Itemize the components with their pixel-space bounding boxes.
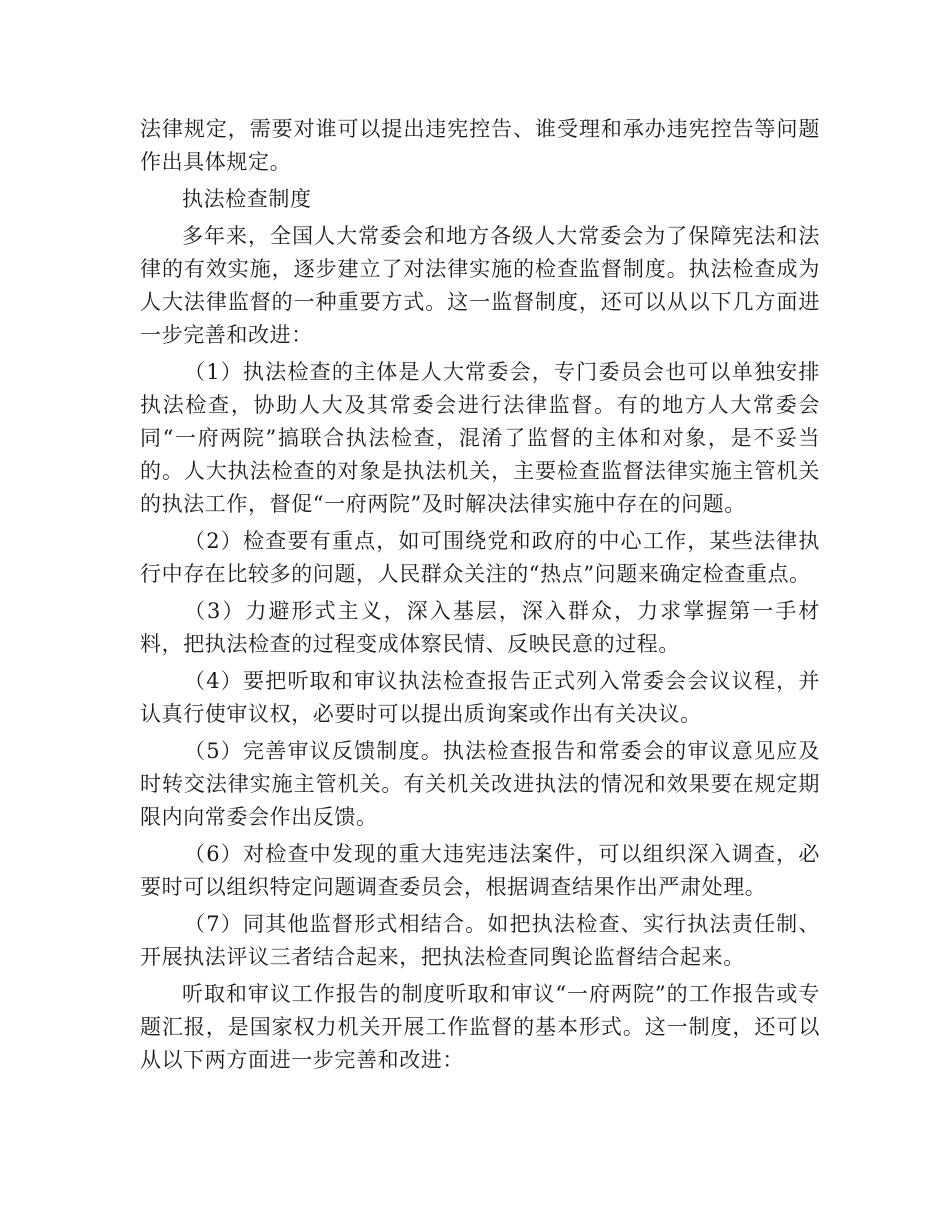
section-heading: 执法检查制度 — [182, 187, 312, 211]
list-item-5: （5）完善审议反馈制度。执法检查报告和常委会的审议意见应及时转交法律实施主管机关。有关机关改进执法的情况和效果要在规定期限内向常委会作出反馈。 — [140, 739, 820, 829]
list-item-2: （2）检查要有重点，如可围绕党和政府的中心工作，某些法律执行中存在比较多的问题，人民群众关注的“热点”问题来确定检查重点。 — [140, 529, 820, 586]
list-item-4: （4）要把听取和审议执法检查报告正式列入常委会会议议程，并认真行使审议权，必要时可以提出质询案或作出有关决议。 — [140, 669, 820, 726]
paragraph-report-system: 听取和审议工作报告的制度听取和审议“一府两院”的工作报告或专题汇报，是国家权力机关开展工作监督的基本形式。这一制度，还可以从以下两方面进一步完善和改进： — [140, 982, 820, 1072]
document-body — [140, 113, 820, 1081]
list-item-3: （3）力避形式主义，深入基层，深入群众，力求掌握第一手材料，把执法检查的过程变成体察民情、反映民意的过程。 — [140, 599, 820, 656]
paragraph-continuation: 法律规定，需要对谁可以提出违宪控告、谁受理和承办违宪控告等问题作出具体规定。 — [140, 117, 820, 174]
paragraph-intro: 多年来，全国人大常委会和地方各级人大常委会为了保障宪法和法律的有效实施，逐步建立了对法律实施的检查监督制度。执法检查成为人大法律监督的一种重要方式。这一监督制度，还可以从以下几方面进一步完善和改进： — [140, 224, 820, 347]
list-item-1: （1）执法检查的主体是人大常委会，专门委员会也可以单独安排执法检查，协助人大及其常委会进行法律监督。有的地方人大常委会同“一府两院”搞联合执法检查，混淆了监督的主体和对象，是不妥当的。人大执法检查的对象是执法机关，主要检查监督法律实施主管机关的执法工作，督促“一府两院”及时解决法律实施中存在的问题。 — [140, 360, 820, 516]
list-item-7: （7）同其他监督形式相结合。如把执法检查、实行执法责任制、开展执法评议三者结合起来，把执法检查同舆论监督结合起来。 — [140, 912, 820, 969]
list-item-6: （6）对检查中发现的重大违宪违法案件，可以组织深入调查，必要时可以组织特定问题调查委员会，根据调查结果作出严肃处理。 — [140, 842, 820, 899]
